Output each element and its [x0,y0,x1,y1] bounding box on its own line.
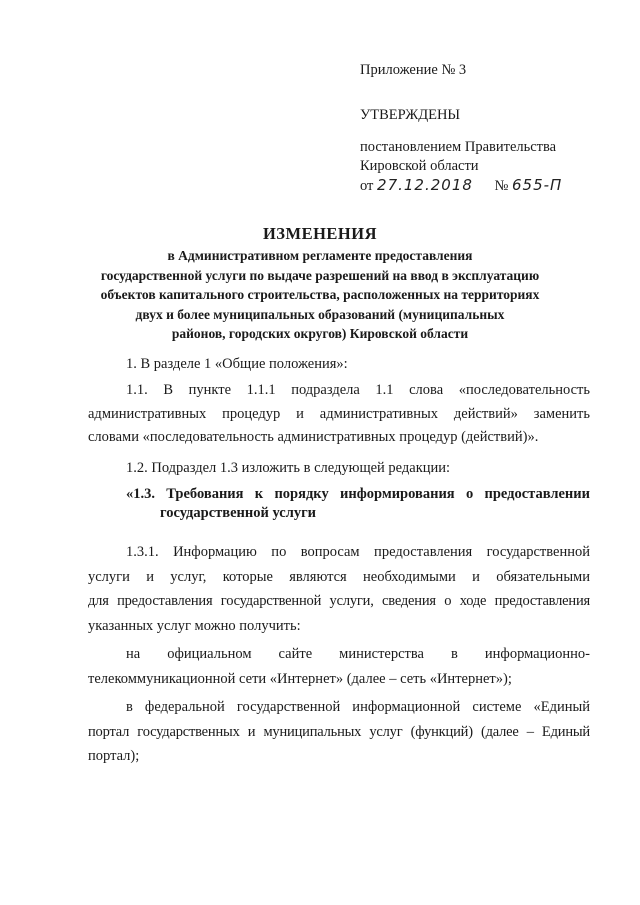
approved-label: УТВЕРЖДЕНЫ [360,107,461,123]
item-1-1 [88,379,590,450]
bullet-line: на официальном сайте министерства в информационно- [126,646,590,662]
paragraph-line: услуги и услуг, которые являются необходимыми и обязательными [88,568,590,585]
bullet-line: телекоммуникационной сети «Интернет» (далее – сеть «Интернет»); [88,670,512,687]
date-prefix: от [360,178,374,194]
bullet-line: портал государственных и муниципальных услуг (функций) (далее – Единый [88,723,590,740]
section-title-line: «1.3. Требования к порядку информирования о предоставлении [126,486,590,502]
bullet-website [88,642,590,691]
section-title-line: государственной услуги [160,505,317,521]
handwritten-date: 27.12.2018 [377,176,473,194]
bullet-unified-portal [88,695,590,769]
paragraph-line: для предоставления государственной услуги, сведения о ходе предоставления [88,593,590,609]
item-1-1-line: словами «последовательность административных процедур (действий)». [88,429,539,445]
subtitle-line: государственной услуги по выдаче разрешений на ввод в эксплуатацию [100,267,540,283]
number-prefix: № [494,178,509,194]
decree-reference [360,138,562,195]
bullet-line: портал); [88,748,140,764]
paragraph-1-3-1 [88,540,590,638]
item-1 [126,353,590,375]
bullet-line: в федеральной государственной информационной системе «Единый [126,699,590,715]
item-1-2 [126,457,590,479]
annex-label: Приложение № 3 [360,62,467,78]
subtitle-line: в Административном регламенте предоставления [167,248,473,263]
subtitle-line: двух и более муниципальных образований (муниципальных [135,306,505,322]
section-1-3-title [126,485,590,523]
subtitle-line: объектов капитального строительства, расположенных на территориях [100,287,540,303]
subtitle-line: районов, городских округов) Кировской области [171,326,469,342]
item-1-1-line: 1.1. В пункте 1.1.1 подраздела 1.1 слова «последовательность [126,382,590,398]
item-1-1-line: административных процедур и административных действий» заменить [88,405,590,422]
item-1-text: 1. В разделе 1 «Общие положения»: [126,356,348,372]
approval-block [360,60,620,194]
decree-date-number [360,176,562,195]
paragraph-line: 1.3.1. Информацию по вопросам предоставления государственной [126,544,590,560]
document-heading [60,222,580,344]
document-title: ИЗМЕНЕНИЯ [262,224,378,243]
handwritten-number: 655-П [512,176,563,194]
decree-line-2: Кировской области [360,158,479,174]
paragraph-line: указанных услуг можно получить: [88,617,301,634]
decree-line-1: постановлением Правительства [360,139,557,155]
item-1-2-text: 1.2. Подраздел 1.3 изложить в следующей редакции: [126,460,451,476]
